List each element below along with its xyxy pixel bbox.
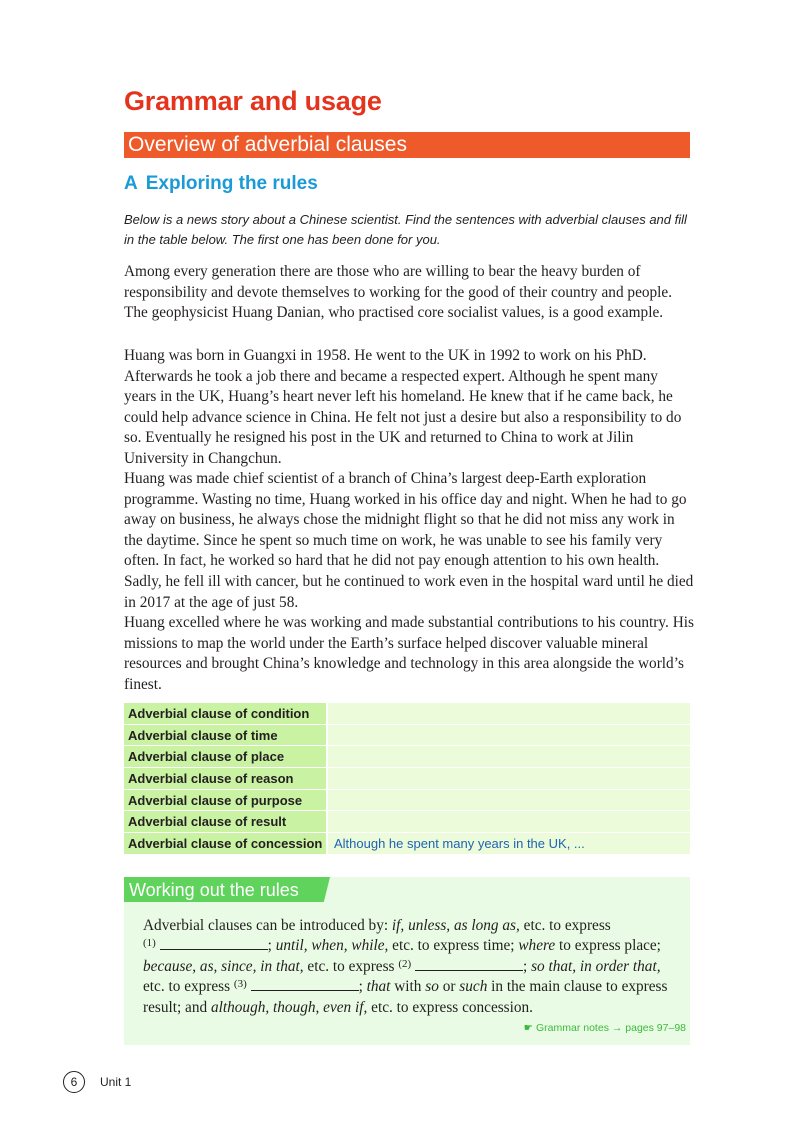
text: etc. to express: [303, 957, 399, 975]
blank-1[interactable]: [160, 937, 268, 950]
text: until, when, while,: [275, 937, 389, 955]
instructions: Below is a news story about a Chinese scientist. Find the sentences with adverbial clauses and fill in the table below. The first one has been done for you.: [124, 212, 687, 247]
table-row: [124, 790, 690, 812]
text: with: [390, 978, 426, 996]
row-answer-field[interactable]: [326, 746, 690, 768]
story-paragraph-1: Among every generation there are those who are willing to bear the heavy burden of responsibility and devote themselves to working for the good of their country and people. The geophysicist Huang Danian, who practised core socialist values, is a good example.: [124, 263, 673, 322]
page-title: Grammar and usage: [124, 86, 382, 116]
row-answer-field[interactable]: [326, 768, 690, 790]
text: ;: [267, 937, 276, 955]
blank-number: (1): [143, 937, 156, 950]
text: etc. to express: [143, 978, 234, 996]
working-out-text: [143, 916, 673, 1018]
text: ;: [358, 978, 367, 996]
row-answer-field[interactable]: Although he spent many years in the UK, ...: [326, 833, 690, 855]
row-label: Adverbial clause of condition: [124, 703, 326, 725]
grammar-notes-link[interactable]: ☛ Grammar notes → pages 97–98: [523, 1022, 686, 1034]
unit-label: Unit 1: [100, 1075, 132, 1089]
adverbial-clause-table: [124, 703, 690, 855]
row-answer-field[interactable]: [326, 811, 690, 833]
blank-number: (2): [398, 957, 412, 970]
text: so that, in order that,: [531, 957, 661, 975]
blank-number: (3): [233, 978, 247, 991]
subsection-title: Exploring the rules: [145, 173, 318, 194]
story-paragraph-4: Huang excelled where he was working and made substantial contributions to his country. His missions to map the world under the Earth’s surface helped discover valuable mineral resources and brought China’s knowledge and technology in this area alongside the world’s finest.: [124, 614, 694, 693]
story-paragraph-2: Huang was born in Guangxi in 1958. He went to the UK in 1992 to work on his PhD. Afterwards he took a job there and became a respected expert. Although he spent many years in the UK, Huang’s heart never left his homeland. He knew that if he came back, he could help advance science in China. He felt not just a desire but also a responsibility to do so. Eventually he resigned his post in the UK and returned to China to work at Jilin University in Changchun.: [124, 347, 682, 467]
working-out-title: Working out the rules: [129, 880, 299, 900]
row-label: Adverbial clause of purpose: [124, 790, 326, 812]
row-label: Adverbial clause of place: [124, 746, 326, 768]
row-label: Adverbial clause of concession: [124, 833, 326, 855]
row-answer-field[interactable]: [326, 725, 690, 747]
table-row: [124, 833, 690, 855]
story-paragraph-3: Huang was made chief scientist of a branch of China’s largest deep-Earth exploration programme. Wasting no time, Huang worked in his office day and night. When he had to go away on business, he always chose the midnight flight so that he did not miss any work in the daytime. Since he spent so much time on work, he was unable to see his family very often. In fact, he worked so hard that he did not pay enough attention to his own health. Sadly, he fell ill with cancer, but he continued to work even in the hospital ward until he died in 2017 at the age of just 58.: [124, 470, 694, 611]
text: etc. to express: [519, 917, 611, 934]
text: in the main clause to express result; and: [143, 978, 668, 1016]
text: etc. to express time;: [388, 937, 519, 955]
text: although, though, even if,: [210, 998, 368, 1016]
row-label: Adverbial clause of time: [124, 725, 326, 747]
section-title: Overview of adverbial clauses: [128, 133, 407, 156]
row-answer-field[interactable]: [326, 703, 690, 725]
text: that: [366, 978, 391, 996]
blank-2[interactable]: [415, 958, 523, 971]
text: so: [425, 978, 439, 996]
table-row: [124, 811, 690, 833]
text: because, as, since, in that,: [143, 957, 304, 975]
subsection-heading: [124, 173, 318, 195]
text: etc. to express concession.: [367, 998, 534, 1016]
text: such: [459, 978, 488, 996]
row-answer-field[interactable]: [326, 790, 690, 812]
row-label: Adverbial clause of result: [124, 811, 326, 833]
table-row: [124, 703, 690, 725]
page-number: 6: [70, 1075, 78, 1089]
row-label: Adverbial clause of reason: [124, 768, 326, 790]
table-row: [124, 746, 690, 768]
subsection-letter: A: [124, 173, 138, 194]
table-row: [124, 725, 690, 747]
text: Adverbial clauses can be introduced by:: [143, 917, 392, 934]
text: ;: [522, 957, 532, 975]
text: if, unless, as long as,: [391, 917, 520, 934]
text: where: [518, 937, 556, 955]
text: to express place;: [555, 937, 661, 955]
text: or: [438, 978, 460, 996]
blank-3[interactable]: [251, 978, 359, 991]
table-row: [124, 768, 690, 790]
